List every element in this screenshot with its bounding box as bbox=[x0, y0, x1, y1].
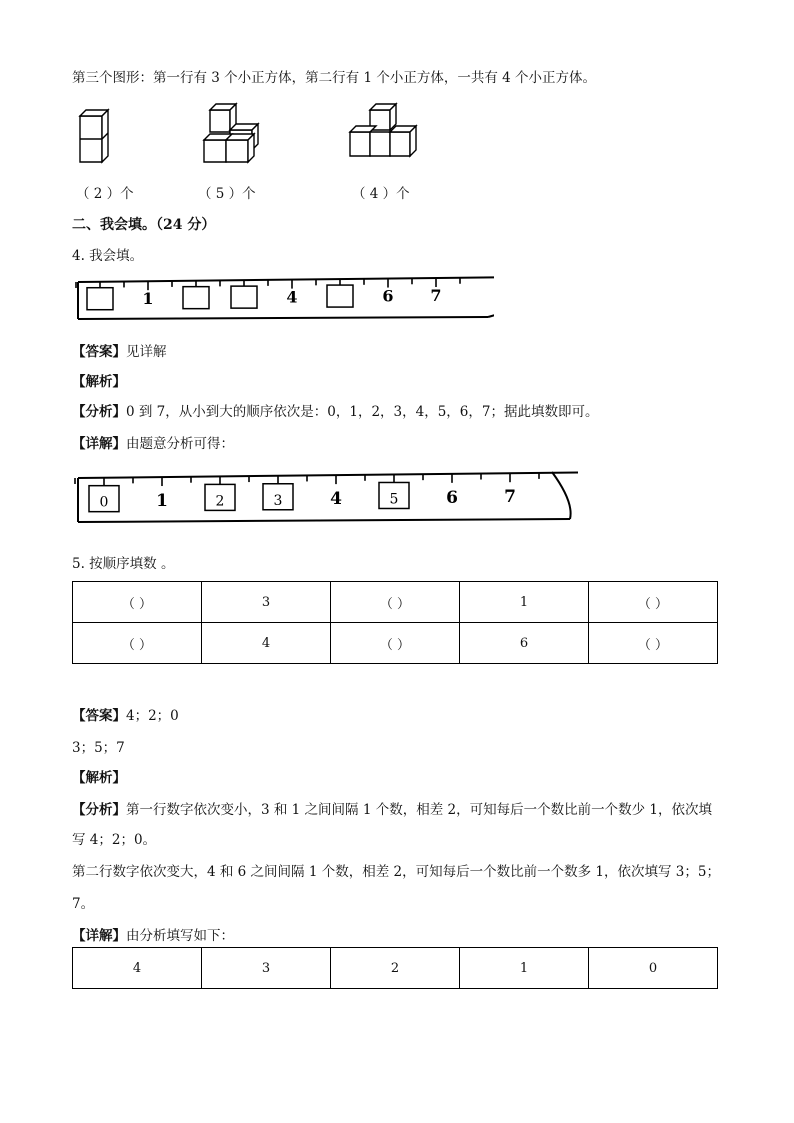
q4-analysis-tag bbox=[72, 370, 126, 390]
table-cell[interactable]: （ ） bbox=[589, 623, 718, 664]
answer-text: 见详解 bbox=[126, 344, 167, 360]
q5-answer-line2: 3；5；7 bbox=[72, 740, 125, 756]
ruler-box[interactable] bbox=[87, 288, 113, 310]
table-cell[interactable]: （ ） bbox=[73, 582, 202, 623]
table-cell: 0 bbox=[589, 948, 718, 989]
fenxi-tag: 【分析】 bbox=[72, 404, 126, 420]
answer-text: 4；2；0 bbox=[126, 708, 179, 724]
ruler-box[interactable] bbox=[327, 285, 353, 307]
q4-detail bbox=[72, 432, 234, 452]
table-cell: 1 bbox=[460, 582, 589, 623]
ruler-label: 1 bbox=[142, 289, 154, 309]
q4-answer bbox=[72, 340, 167, 360]
q5-answer bbox=[72, 704, 179, 724]
table-cell: 6 bbox=[460, 623, 589, 664]
q5-table bbox=[72, 581, 718, 664]
ruler-label: 3 bbox=[273, 492, 283, 509]
fenxi-line-2: 写 4；2；0。 bbox=[72, 832, 157, 848]
fenxi-text: 第一行数字依次变小，3 和 1 之间间隔 1 个数，相差 2，可知每后一个数比前一个数少 1，依次填 bbox=[126, 802, 712, 818]
ruler-label: 6 bbox=[382, 286, 394, 306]
ruler-label: 7 bbox=[430, 286, 442, 306]
ruler-box[interactable] bbox=[183, 287, 209, 309]
analysis-tag: 【解析】 bbox=[72, 770, 126, 786]
table-cell: 4 bbox=[202, 623, 331, 664]
table-row bbox=[73, 948, 718, 989]
ruler-label: 7 bbox=[504, 487, 516, 508]
table-cell: 1 bbox=[460, 948, 589, 989]
fenxi-line-3: 第二行数字依次变大，4 和 6 之间间隔 1 个数，相差 2，可知每后一个数比前一个数多 1，依次填写 3；5； bbox=[72, 864, 720, 880]
intro-line: 第三个图形：第一行有 3 个小正方体，第二行有 1 个小正方体，一共有 4 个小正方体。 bbox=[72, 70, 597, 86]
cube-figure-2 bbox=[76, 104, 116, 166]
ruler-label: 4 bbox=[330, 489, 342, 510]
ruler-question bbox=[74, 272, 494, 324]
q4-fenxi bbox=[72, 400, 598, 420]
ruler-label: 4 bbox=[286, 287, 298, 307]
table-cell: 3 bbox=[202, 948, 331, 989]
ruler-label: 2 bbox=[215, 493, 225, 510]
fenxi-tag: 【分析】 bbox=[72, 802, 126, 818]
ruler-box[interactable] bbox=[231, 286, 257, 308]
cube-answer-3: （ 4 ）个 bbox=[352, 186, 410, 202]
ruler-label: 6 bbox=[446, 487, 458, 508]
ruler-label: 5 bbox=[389, 491, 399, 508]
q5-answer-table bbox=[72, 947, 718, 989]
table-row bbox=[73, 582, 718, 623]
q4-prompt: 4. 我会填。 bbox=[72, 248, 144, 264]
detail-tag: 【详解】 bbox=[72, 928, 126, 944]
detail-text: 由分析填写如下： bbox=[126, 928, 234, 944]
table-cell[interactable]: （ ） bbox=[331, 623, 460, 664]
section-title: 二、我会填。（24 分） bbox=[72, 217, 216, 233]
q5-prompt: 5. 按顺序填数 。 bbox=[72, 556, 175, 572]
answer-tag: 【答案】 bbox=[72, 708, 126, 724]
fenxi-text: 0 到 7，从小到大的顺序依次是：0，1，2，3，4，5，6，7；据此填数即可。 bbox=[126, 404, 599, 420]
detail-tag: 【详解】 bbox=[72, 436, 126, 452]
analysis-tag: 【解析】 bbox=[72, 374, 126, 390]
detail-text: 由题意分析可得： bbox=[126, 436, 234, 452]
cube-answer-2: （ 5 ）个 bbox=[198, 186, 256, 202]
ruler-label: 1 bbox=[156, 491, 168, 512]
ruler-label: 0 bbox=[99, 494, 109, 511]
q5-analysis-tag bbox=[72, 766, 126, 786]
q5-fenxi bbox=[72, 798, 712, 818]
table-cell: 2 bbox=[331, 948, 460, 989]
cube-figure-5 bbox=[200, 100, 264, 166]
cube-figure-4 bbox=[346, 100, 422, 160]
q5-detail bbox=[72, 924, 234, 944]
answer-tag: 【答案】 bbox=[72, 344, 126, 360]
fenxi-line-4: 7。 bbox=[72, 896, 95, 912]
table-cell[interactable]: （ ） bbox=[331, 582, 460, 623]
table-cell[interactable]: （ ） bbox=[73, 623, 202, 664]
table-cell: 4 bbox=[73, 948, 202, 989]
cube-answer-1: （ 2 ）个 bbox=[76, 186, 134, 202]
ruler-answer bbox=[74, 466, 578, 526]
table-cell: 3 bbox=[202, 582, 331, 623]
table-cell[interactable]: （ ） bbox=[589, 582, 718, 623]
table-row bbox=[73, 623, 718, 664]
